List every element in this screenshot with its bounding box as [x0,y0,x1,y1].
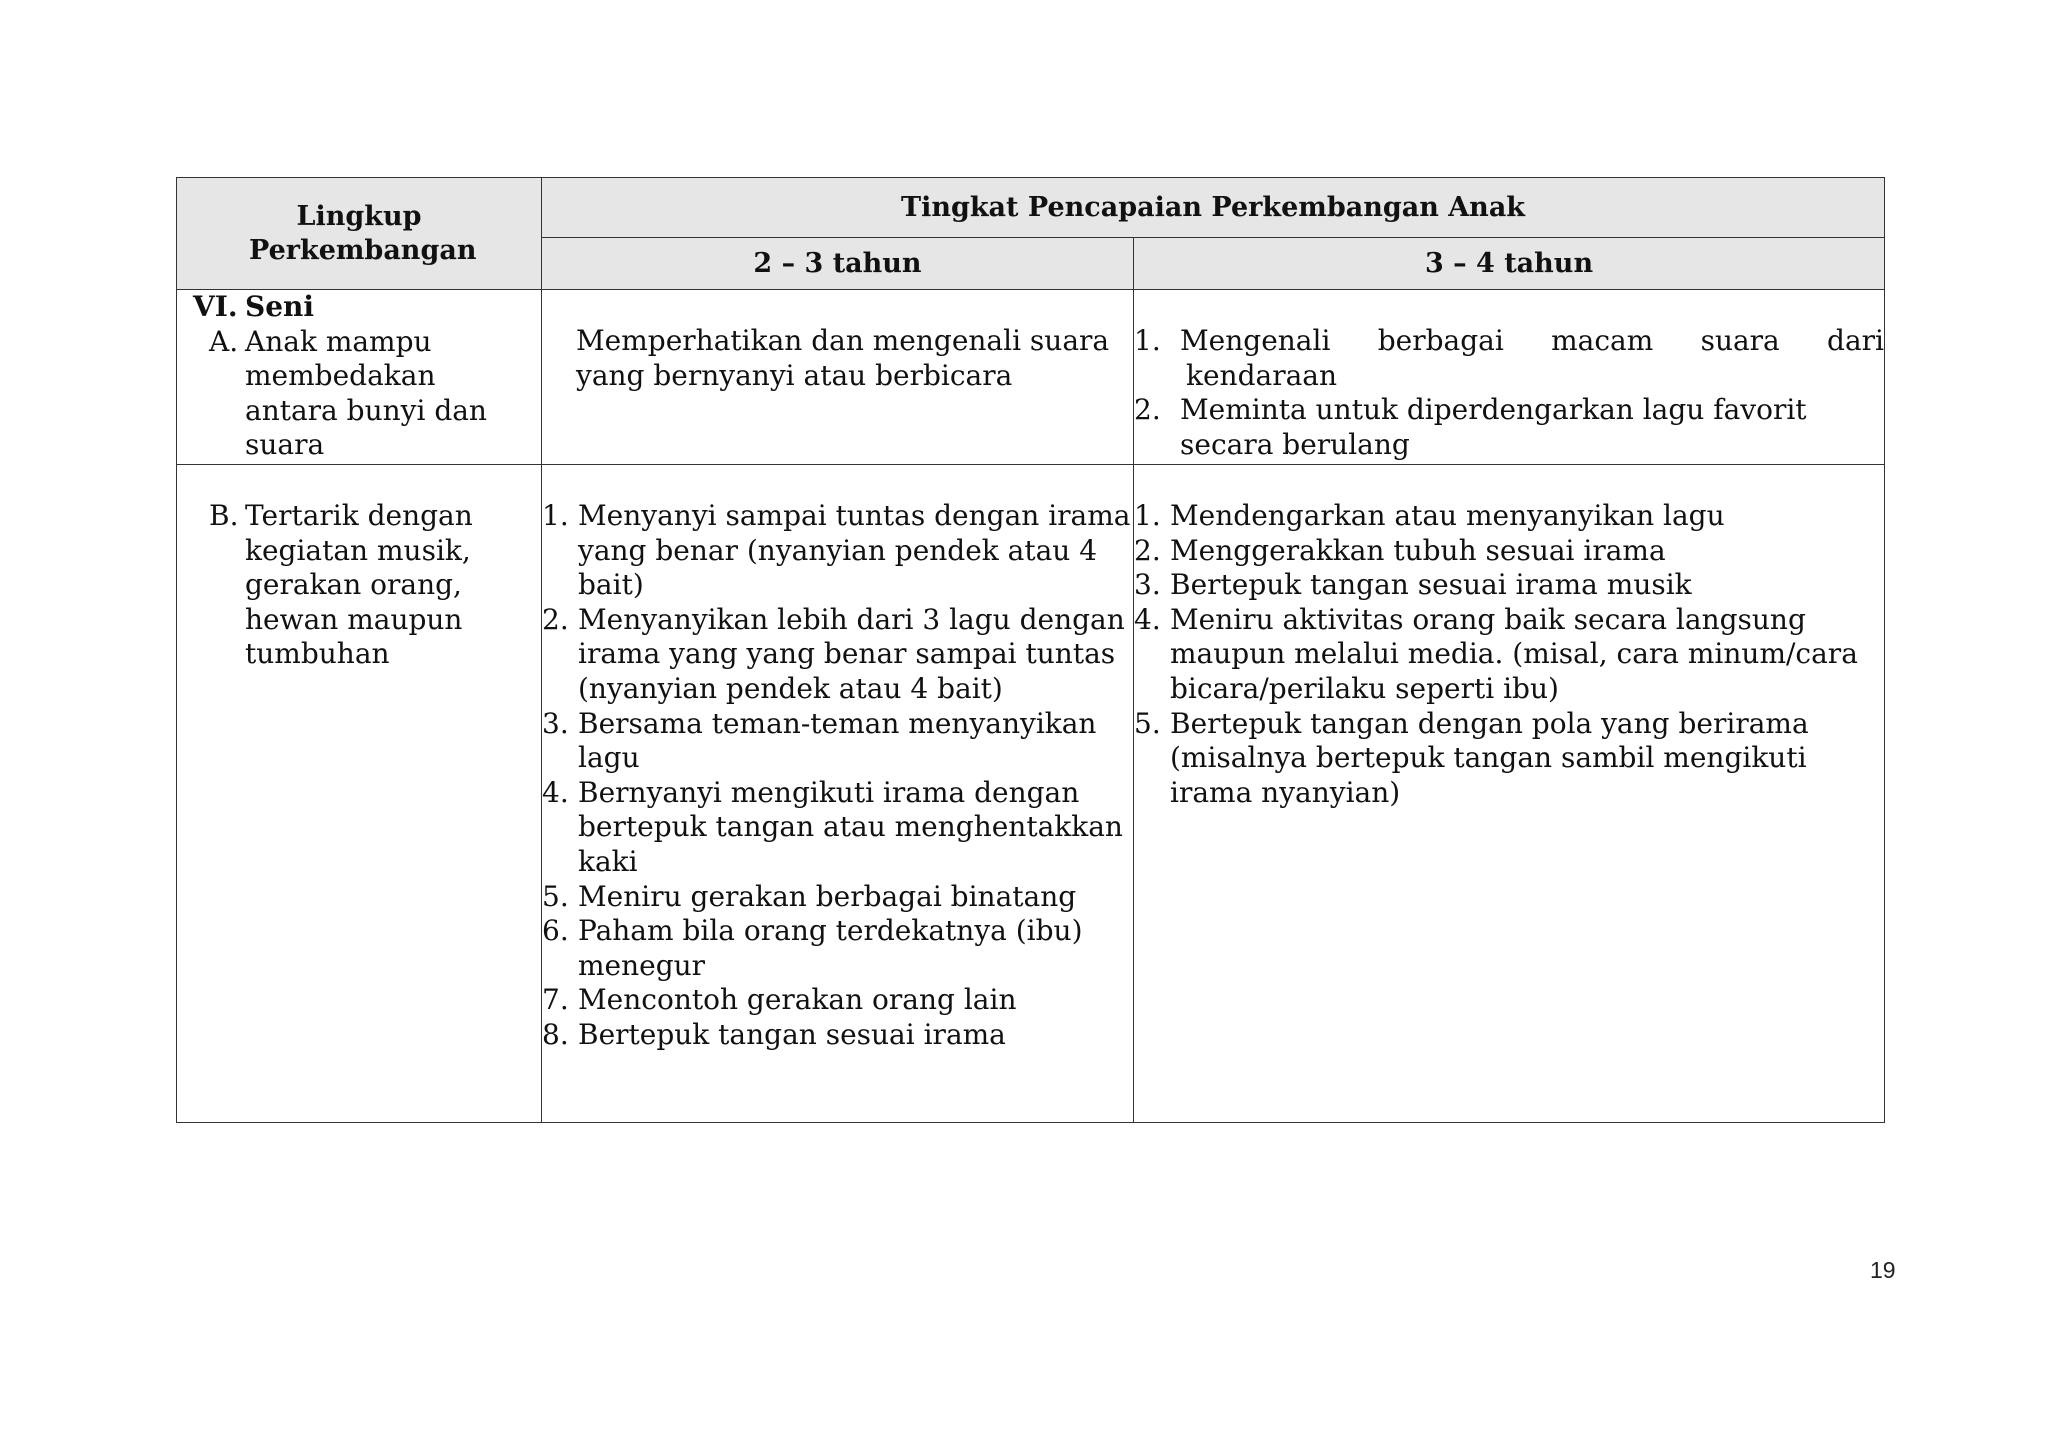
list-age-3-4-a [1134,324,1884,359]
list-item: 8. Bertepuk tangan sesuai irama [542,1017,1006,1051]
list-item: 5. Meniru gerakan berbagai binatang [542,879,1077,913]
list-item: 6. Paham bila orang terdekatnya (ibu) menegur [542,914,1083,982]
table-header-row [177,178,1885,238]
age-3-4-cell-b [1134,465,1885,1123]
list-item: 7. Mencontoh gerakan orang lain [542,983,1017,1017]
age-2-3-cell-b [542,465,1134,1123]
header-scope: Lingkup Perkembangan [177,178,542,290]
scope-cell-b [177,465,542,1123]
list-item: 2. Menggerakkan tubuh sesuai irama [1134,533,1666,567]
list-item: 5. Bertepuk tangan dengan pola yang berirama (misalnya bertepuk tangan sambil mengikuti irama nyanyian) [1134,706,1809,809]
scope-item-b: B. Tertarik dengan kegiatan musik, gerakan orang, hewan maupun tumbuhan [209,499,473,671]
list-item: 3. Bersama teman-teman menyanyikan lagu [542,706,1097,775]
header-age-2-3: 2 – 3 tahun [542,238,1134,290]
section-title: VI. Seni [193,290,315,323]
age-3-4-cell-a: 1. Mengenali berbagai macam suara dari kendaraan 2. Meminta untuk diperdengarkan lagu favorit secara berulang [1134,290,1885,465]
header-achievement: Tingkat Pencapaian Perkembangan Anak [542,178,1885,238]
table-row [177,465,1885,1123]
header-age-3-4: 3 – 4 tahun [1134,238,1885,290]
list-age-3-4-b [1134,499,1884,810]
list-item: 1. Mengenali berbagai macam suara dari [1134,324,1885,357]
list-age-3-4-a-cont [1134,393,1884,462]
age-2-3-cell-a: Memperhatikan dan mengenali suara yang bernyanyi atau berbicara [542,290,1134,465]
list-item: 2. Menyanyikan lebih dari 3 lagu dengan irama yang yang benar sampai tuntas (nyanyian pendek atau 4 bait) [542,602,1125,705]
list-item: 4. Bernyanyi mengikuti irama dengan bertepuk tangan atau menghentakkan kaki [542,775,1123,878]
development-table [176,177,1885,1123]
list-item: 2. Meminta untuk diperdengarkan lagu favorit secara berulang [1134,393,1807,461]
list-item: 1. Mendengarkan atau menyanyikan lagu [1134,499,1725,532]
scope-cell-a [177,290,542,465]
list-age-2-3-b [542,499,1133,1053]
list-item: 4. Meniru aktivitas orang baik secara langsung maupun melalui media. (misal, cara minum/cara bicara/perilaku seperti ibu) [1134,602,1858,705]
scope-item-a: A. Anak mampu membedakan antara bunyi dan suara [209,324,487,462]
list-item: 3. Bertepuk tangan sesuai irama musik [1134,568,1692,602]
list-item: 1. Menyanyi sampai tuntas dengan irama yang benar (nyanyian pendek atau 4 bait) [542,499,1131,602]
page-number: 19 [1870,1257,1896,1283]
table-row [177,290,1885,465]
